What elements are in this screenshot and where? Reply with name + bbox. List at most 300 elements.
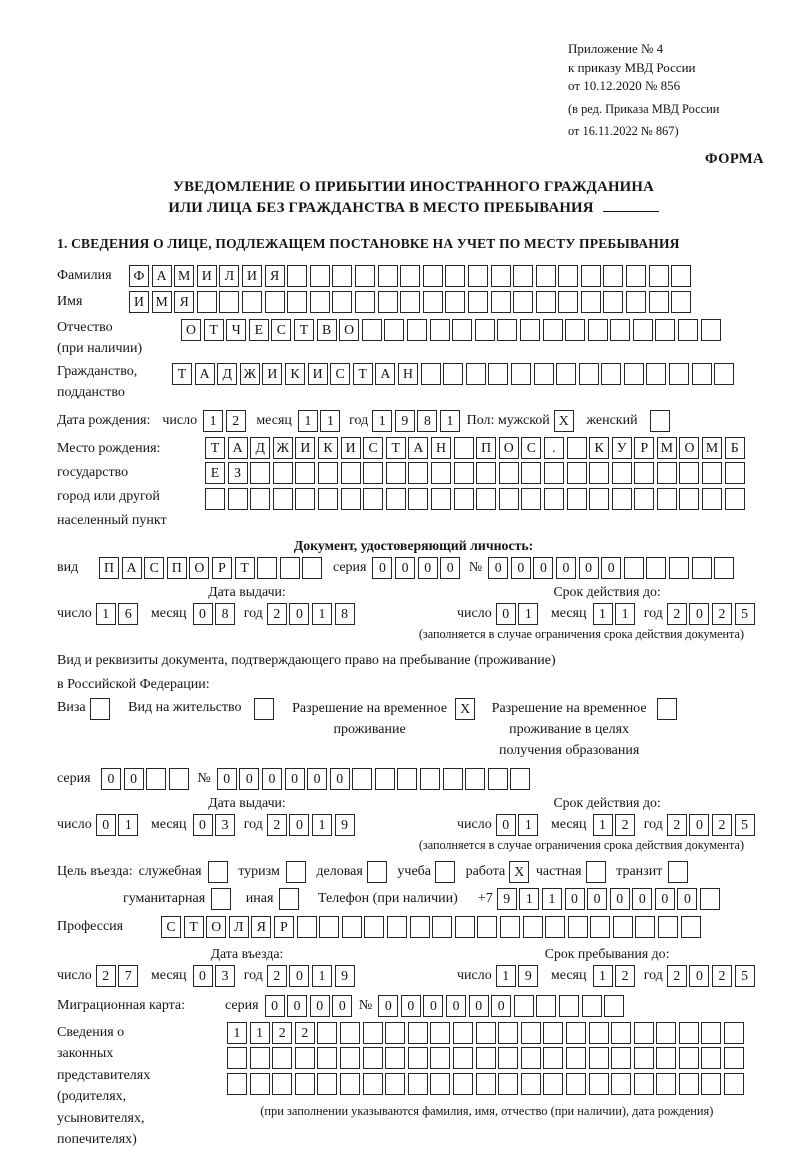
char-box[interactable] <box>385 1047 405 1069</box>
char-box[interactable]: И <box>308 363 328 385</box>
char-box[interactable] <box>423 291 443 313</box>
char-box[interactable] <box>626 291 646 313</box>
char-box[interactable]: П <box>476 437 496 459</box>
char-box[interactable] <box>724 1022 744 1044</box>
char-box[interactable]: 0 <box>511 557 531 579</box>
char-box[interactable]: 1 <box>518 603 538 625</box>
char-box[interactable] <box>714 363 734 385</box>
char-box[interactable]: 2 <box>272 1022 292 1044</box>
char-box[interactable] <box>430 1073 450 1095</box>
char-box[interactable] <box>318 462 338 484</box>
char-box[interactable] <box>700 888 720 910</box>
char-box[interactable]: З <box>228 462 248 484</box>
char-box[interactable]: 2 <box>295 1022 315 1044</box>
char-box[interactable]: О <box>499 437 519 459</box>
char-box[interactable] <box>302 557 322 579</box>
char-box[interactable] <box>208 861 228 883</box>
char-box[interactable]: 0 <box>332 995 352 1017</box>
char-box[interactable] <box>582 995 602 1017</box>
char-box[interactable] <box>520 319 540 341</box>
char-box[interactable] <box>655 319 675 341</box>
char-box[interactable]: . <box>544 437 564 459</box>
char-box[interactable]: Л <box>229 916 249 938</box>
char-box[interactable]: 2 <box>226 410 246 432</box>
char-box[interactable] <box>375 768 395 790</box>
char-box[interactable]: О <box>679 437 699 459</box>
char-box[interactable] <box>589 462 609 484</box>
char-box[interactable] <box>612 488 632 510</box>
char-box[interactable] <box>468 291 488 313</box>
char-box[interactable] <box>355 291 375 313</box>
char-box[interactable] <box>678 319 698 341</box>
char-box[interactable]: 0 <box>655 888 675 910</box>
char-box[interactable]: Т <box>235 557 255 579</box>
char-box[interactable]: Ж <box>273 437 293 459</box>
char-box[interactable] <box>400 265 420 287</box>
char-box[interactable]: 0 <box>287 995 307 1017</box>
char-box[interactable]: Н <box>398 363 418 385</box>
char-box[interactable] <box>633 319 653 341</box>
char-box[interactable] <box>488 363 508 385</box>
char-box[interactable] <box>265 291 285 313</box>
char-box[interactable]: 9 <box>497 888 517 910</box>
char-box[interactable] <box>340 1022 360 1044</box>
char-box[interactable] <box>679 1022 699 1044</box>
char-box[interactable] <box>445 265 465 287</box>
char-box[interactable]: Р <box>212 557 232 579</box>
char-box[interactable] <box>657 698 677 720</box>
char-box[interactable] <box>603 291 623 313</box>
char-box[interactable] <box>310 291 330 313</box>
char-box[interactable]: И <box>262 363 282 385</box>
char-box[interactable] <box>611 1073 631 1095</box>
char-box[interactable]: 9 <box>395 410 415 432</box>
char-box[interactable] <box>397 768 417 790</box>
char-box[interactable] <box>408 462 428 484</box>
char-box[interactable] <box>521 1022 541 1044</box>
char-box[interactable]: 0 <box>689 603 709 625</box>
char-box[interactable] <box>476 1022 496 1044</box>
char-box[interactable]: Д <box>250 437 270 459</box>
char-box[interactable]: 1 <box>312 814 332 836</box>
char-box[interactable] <box>272 1047 292 1069</box>
char-box[interactable]: 0 <box>265 995 285 1017</box>
char-box[interactable] <box>701 319 721 341</box>
char-box[interactable] <box>498 1022 518 1044</box>
char-box[interactable] <box>286 861 306 883</box>
char-box[interactable] <box>272 1073 292 1095</box>
char-box[interactable]: Б <box>725 437 745 459</box>
char-box[interactable] <box>634 1022 654 1044</box>
char-box[interactable]: О <box>189 557 209 579</box>
char-box[interactable] <box>295 462 315 484</box>
char-box[interactable]: 1 <box>118 814 138 836</box>
char-box[interactable]: 0 <box>289 965 309 987</box>
char-box[interactable]: 1 <box>542 888 562 910</box>
char-box[interactable]: 2 <box>267 965 287 987</box>
char-box[interactable] <box>656 1047 676 1069</box>
char-box[interactable]: 5 <box>735 965 755 987</box>
char-box[interactable] <box>431 488 451 510</box>
char-box[interactable] <box>332 265 352 287</box>
char-box[interactable] <box>681 916 701 938</box>
char-box[interactable]: 1 <box>312 965 332 987</box>
char-box[interactable]: 2 <box>712 965 732 987</box>
char-box[interactable] <box>544 488 564 510</box>
char-box[interactable]: М <box>174 265 194 287</box>
char-box[interactable] <box>513 265 533 287</box>
char-box[interactable] <box>668 861 688 883</box>
char-box[interactable] <box>297 916 317 938</box>
char-box[interactable]: Т <box>204 319 224 341</box>
char-box[interactable]: У <box>612 437 632 459</box>
char-box[interactable] <box>603 265 623 287</box>
char-box[interactable] <box>543 1047 563 1069</box>
char-box[interactable] <box>197 291 217 313</box>
char-box[interactable]: А <box>195 363 215 385</box>
char-box[interactable]: 0 <box>124 768 144 790</box>
char-box[interactable] <box>634 1047 654 1069</box>
char-box[interactable]: 0 <box>601 557 621 579</box>
char-box[interactable]: С <box>271 319 291 341</box>
char-box[interactable] <box>250 488 270 510</box>
char-box[interactable] <box>702 462 722 484</box>
char-box[interactable] <box>430 1047 450 1069</box>
char-box[interactable] <box>543 1073 563 1095</box>
char-box[interactable] <box>310 265 330 287</box>
char-box[interactable] <box>612 462 632 484</box>
char-box[interactable] <box>669 557 689 579</box>
char-box[interactable] <box>443 768 463 790</box>
char-box[interactable] <box>626 265 646 287</box>
char-box[interactable]: О <box>181 319 201 341</box>
char-box[interactable] <box>590 916 610 938</box>
char-box[interactable]: И <box>295 437 315 459</box>
char-box[interactable] <box>341 462 361 484</box>
char-box[interactable]: 3 <box>215 965 235 987</box>
char-box[interactable]: 0 <box>372 557 392 579</box>
char-box[interactable] <box>656 1022 676 1044</box>
char-box[interactable] <box>387 916 407 938</box>
char-box[interactable] <box>581 265 601 287</box>
char-box[interactable] <box>589 1047 609 1069</box>
char-box[interactable] <box>724 1047 744 1069</box>
char-box[interactable]: Е <box>205 462 225 484</box>
char-box[interactable] <box>169 768 189 790</box>
char-box[interactable] <box>611 1047 631 1069</box>
char-box[interactable]: Н <box>431 437 451 459</box>
char-box[interactable] <box>455 916 475 938</box>
char-box[interactable] <box>610 319 630 341</box>
char-box[interactable]: 0 <box>285 768 305 790</box>
char-box[interactable] <box>280 557 300 579</box>
char-box[interactable]: 0 <box>96 814 116 836</box>
char-box[interactable]: 0 <box>488 557 508 579</box>
char-box[interactable]: С <box>330 363 350 385</box>
char-box[interactable] <box>567 488 587 510</box>
char-box[interactable]: 5 <box>735 814 755 836</box>
char-box[interactable]: М <box>152 291 172 313</box>
char-box[interactable] <box>491 291 511 313</box>
char-box[interactable] <box>435 861 455 883</box>
char-box[interactable]: С <box>144 557 164 579</box>
char-box[interactable] <box>679 1073 699 1095</box>
char-box[interactable] <box>421 363 441 385</box>
char-box[interactable]: 0 <box>239 768 259 790</box>
char-box[interactable]: 1 <box>250 1022 270 1044</box>
char-box[interactable]: 0 <box>193 965 213 987</box>
char-box[interactable] <box>714 557 734 579</box>
char-box[interactable] <box>250 1073 270 1095</box>
char-box[interactable]: К <box>318 437 338 459</box>
char-box[interactable]: 9 <box>518 965 538 987</box>
char-box[interactable] <box>559 995 579 1017</box>
char-box[interactable]: Т <box>184 916 204 938</box>
char-box[interactable] <box>476 1047 496 1069</box>
char-box[interactable] <box>332 291 352 313</box>
char-box[interactable] <box>219 291 239 313</box>
char-box[interactable] <box>649 265 669 287</box>
char-box[interactable] <box>342 916 362 938</box>
char-box[interactable] <box>679 488 699 510</box>
char-box[interactable] <box>476 1073 496 1095</box>
char-box[interactable] <box>430 319 450 341</box>
char-box[interactable]: И <box>242 265 262 287</box>
char-box[interactable]: 1 <box>496 965 516 987</box>
char-box[interactable] <box>317 1073 337 1095</box>
char-box[interactable] <box>453 1073 473 1095</box>
char-box[interactable]: 0 <box>496 603 516 625</box>
char-box[interactable] <box>701 1073 721 1095</box>
char-box[interactable]: 1 <box>96 603 116 625</box>
char-box[interactable] <box>536 265 556 287</box>
char-box[interactable]: 0 <box>307 768 327 790</box>
char-box[interactable] <box>452 319 472 341</box>
char-box[interactable] <box>624 363 644 385</box>
char-box[interactable] <box>362 319 382 341</box>
char-box[interactable]: X <box>554 410 574 432</box>
char-box[interactable] <box>500 916 520 938</box>
char-box[interactable] <box>423 265 443 287</box>
char-box[interactable] <box>588 319 608 341</box>
char-box[interactable] <box>385 1073 405 1095</box>
char-box[interactable] <box>287 291 307 313</box>
char-box[interactable] <box>468 265 488 287</box>
char-box[interactable] <box>657 462 677 484</box>
char-box[interactable]: 0 <box>579 557 599 579</box>
char-box[interactable]: 9 <box>335 965 355 987</box>
char-box[interactable]: 0 <box>401 995 421 1017</box>
char-box[interactable]: 2 <box>667 603 687 625</box>
char-box[interactable]: Ч <box>226 319 246 341</box>
char-box[interactable]: Ф <box>129 265 149 287</box>
char-box[interactable] <box>228 488 248 510</box>
char-box[interactable] <box>589 488 609 510</box>
char-box[interactable] <box>510 768 530 790</box>
char-box[interactable] <box>589 1022 609 1044</box>
char-box[interactable]: 0 <box>310 995 330 1017</box>
char-box[interactable] <box>498 1073 518 1095</box>
char-box[interactable] <box>454 488 474 510</box>
char-box[interactable]: 0 <box>395 557 415 579</box>
char-box[interactable]: В <box>317 319 337 341</box>
char-box[interactable] <box>90 698 110 720</box>
char-box[interactable]: Т <box>386 437 406 459</box>
char-box[interactable] <box>601 363 621 385</box>
char-box[interactable] <box>319 916 339 938</box>
char-box[interactable] <box>534 363 554 385</box>
char-box[interactable] <box>498 1047 518 1069</box>
char-box[interactable] <box>491 265 511 287</box>
char-box[interactable] <box>318 488 338 510</box>
char-box[interactable] <box>295 1073 315 1095</box>
char-box[interactable] <box>635 916 655 938</box>
char-box[interactable]: 0 <box>677 888 697 910</box>
char-box[interactable]: 0 <box>193 603 213 625</box>
char-box[interactable]: А <box>122 557 142 579</box>
char-box[interactable]: 6 <box>118 603 138 625</box>
char-box[interactable] <box>420 768 440 790</box>
char-box[interactable] <box>613 916 633 938</box>
char-box[interactable] <box>363 1047 383 1069</box>
char-box[interactable]: Л <box>219 265 239 287</box>
char-box[interactable] <box>724 1073 744 1095</box>
char-box[interactable] <box>514 995 534 1017</box>
char-box[interactable] <box>523 916 543 938</box>
char-box[interactable]: М <box>657 437 677 459</box>
char-box[interactable] <box>604 995 624 1017</box>
char-box[interactable]: А <box>408 437 428 459</box>
char-box[interactable]: 0 <box>330 768 350 790</box>
char-box[interactable] <box>430 1022 450 1044</box>
char-box[interactable]: А <box>152 265 172 287</box>
char-box[interactable] <box>408 1073 428 1095</box>
char-box[interactable] <box>634 1073 654 1095</box>
char-box[interactable] <box>671 291 691 313</box>
char-box[interactable] <box>581 291 601 313</box>
char-box[interactable] <box>656 1073 676 1095</box>
char-box[interactable] <box>634 462 654 484</box>
char-box[interactable] <box>513 291 533 313</box>
char-box[interactable]: 1 <box>372 410 392 432</box>
char-box[interactable] <box>566 1073 586 1095</box>
char-box[interactable] <box>568 916 588 938</box>
char-box[interactable]: 0 <box>423 995 443 1017</box>
char-box[interactable] <box>589 1073 609 1095</box>
char-box[interactable] <box>363 1073 383 1095</box>
char-box[interactable] <box>657 488 677 510</box>
char-box[interactable]: 0 <box>262 768 282 790</box>
char-box[interactable] <box>378 291 398 313</box>
char-box[interactable] <box>499 462 519 484</box>
char-box[interactable] <box>624 557 644 579</box>
char-box[interactable]: 0 <box>587 888 607 910</box>
char-box[interactable]: 1 <box>615 603 635 625</box>
char-box[interactable] <box>566 1047 586 1069</box>
char-box[interactable] <box>586 861 606 883</box>
char-box[interactable]: Т <box>294 319 314 341</box>
char-box[interactable] <box>367 861 387 883</box>
char-box[interactable]: 1 <box>593 603 613 625</box>
char-box[interactable] <box>340 1047 360 1069</box>
char-box[interactable] <box>566 1022 586 1044</box>
char-box[interactable] <box>295 488 315 510</box>
char-box[interactable] <box>453 1047 473 1069</box>
char-box[interactable]: Д <box>217 363 237 385</box>
char-box[interactable] <box>443 363 463 385</box>
char-box[interactable] <box>273 488 293 510</box>
char-box[interactable]: 1 <box>440 410 460 432</box>
char-box[interactable]: 2 <box>615 965 635 987</box>
char-box[interactable] <box>146 768 166 790</box>
char-box[interactable] <box>649 291 669 313</box>
char-box[interactable]: 0 <box>689 814 709 836</box>
char-box[interactable] <box>650 410 670 432</box>
char-box[interactable] <box>521 462 541 484</box>
char-box[interactable] <box>363 1022 383 1044</box>
char-box[interactable] <box>701 1022 721 1044</box>
char-box[interactable]: 1 <box>593 965 613 987</box>
char-box[interactable] <box>565 319 585 341</box>
char-box[interactable] <box>454 437 474 459</box>
char-box[interactable] <box>545 916 565 938</box>
char-box[interactable]: 0 <box>496 814 516 836</box>
char-box[interactable] <box>227 1047 247 1069</box>
char-box[interactable]: 5 <box>735 603 755 625</box>
char-box[interactable] <box>488 768 508 790</box>
char-box[interactable]: О <box>339 319 359 341</box>
char-box[interactable] <box>497 319 517 341</box>
char-box[interactable] <box>408 1022 428 1044</box>
char-box[interactable] <box>611 1022 631 1044</box>
char-box[interactable] <box>646 557 666 579</box>
char-box[interactable] <box>702 488 722 510</box>
char-box[interactable] <box>475 319 495 341</box>
char-box[interactable] <box>432 916 452 938</box>
char-box[interactable] <box>363 462 383 484</box>
char-box[interactable] <box>453 1022 473 1044</box>
char-box[interactable]: 1 <box>593 814 613 836</box>
char-box[interactable] <box>536 995 556 1017</box>
char-box[interactable]: И <box>341 437 361 459</box>
char-box[interactable] <box>242 291 262 313</box>
char-box[interactable]: Р <box>634 437 654 459</box>
char-box[interactable] <box>521 1073 541 1095</box>
char-box[interactable] <box>701 1047 721 1069</box>
char-box[interactable] <box>378 265 398 287</box>
char-box[interactable] <box>466 363 486 385</box>
char-box[interactable] <box>355 265 375 287</box>
char-box[interactable] <box>658 916 678 938</box>
char-box[interactable] <box>476 462 496 484</box>
char-box[interactable]: 0 <box>565 888 585 910</box>
char-box[interactable] <box>725 488 745 510</box>
char-box[interactable] <box>250 1047 270 1069</box>
char-box[interactable]: Р <box>274 916 294 938</box>
char-box[interactable] <box>408 488 428 510</box>
char-box[interactable]: И <box>129 291 149 313</box>
char-box[interactable]: А <box>375 363 395 385</box>
char-box[interactable]: 8 <box>215 603 235 625</box>
char-box[interactable] <box>465 768 485 790</box>
char-box[interactable]: 0 <box>378 995 398 1017</box>
char-box[interactable]: 0 <box>556 557 576 579</box>
char-box[interactable]: Я <box>251 916 271 938</box>
char-box[interactable] <box>476 488 496 510</box>
char-box[interactable] <box>410 916 430 938</box>
char-box[interactable] <box>407 319 427 341</box>
char-box[interactable]: 1 <box>227 1022 247 1044</box>
